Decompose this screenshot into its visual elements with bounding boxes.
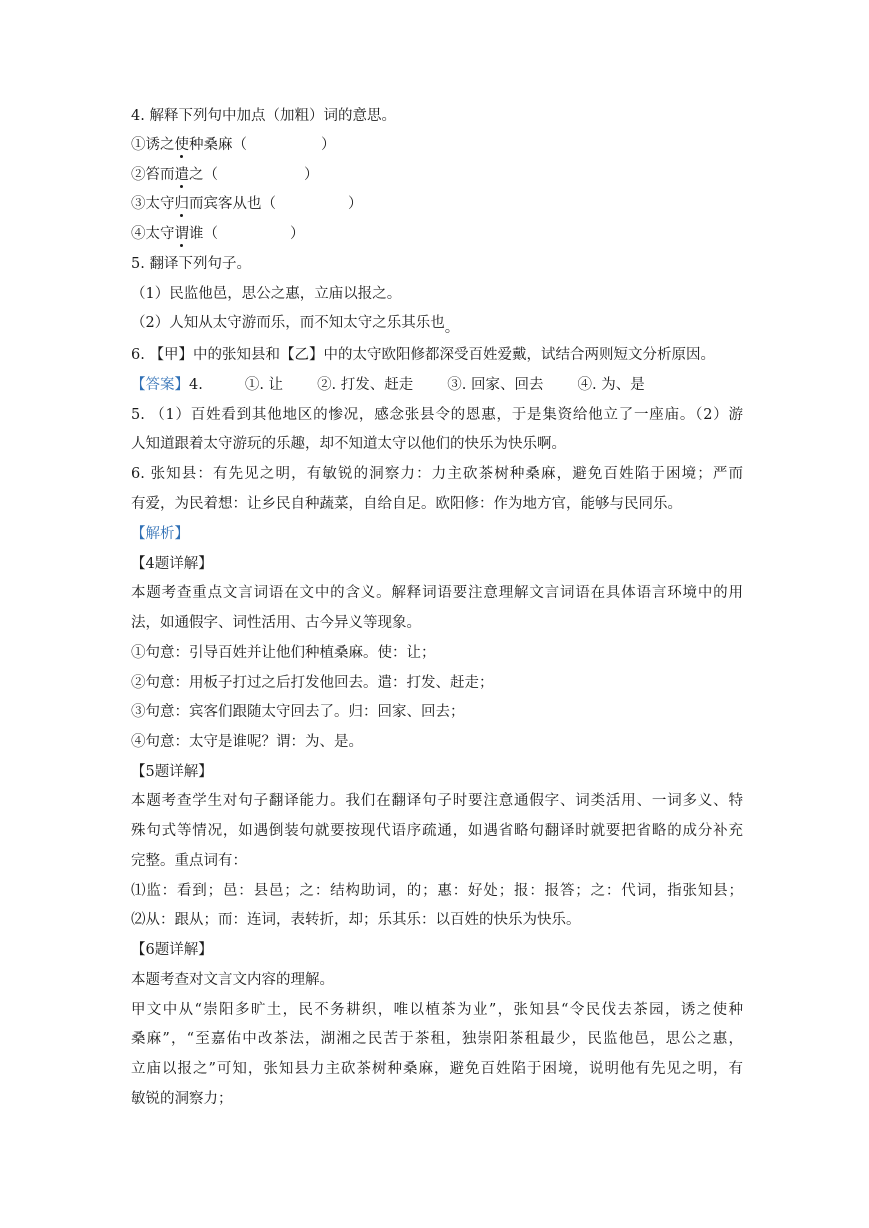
analysis-4-para-line-2: 法，如通假字、词性活用、古今异义等现象。 (131, 615, 421, 631)
dotted-word: 使 (174, 137, 189, 153)
analysis-5-para-line-3: 完整。重点词有： (131, 853, 247, 869)
analysis-4-item-3: ③句意：宾客们跟随太守回去了。归：回家、回去； (131, 704, 465, 720)
dotted-word: 谓 (174, 226, 189, 242)
dotted-word: 遣 (174, 167, 189, 183)
answer-6-line-1: 6. 张知县：有先见之明，有敏锐的洞察力：力主砍茶树种桑麻，避免百姓陷于困境；严而 (131, 466, 743, 482)
q4-item-1: ①诱之使种桑麻（ ） (131, 137, 336, 153)
analysis-4-para-line-1: 本题考查重点文言词语在文中的含义。解释词语要注意理解文言词语在具体语言环境中的用 (131, 585, 743, 601)
analysis-heading-4: 【4题详解】 (131, 556, 213, 572)
analysis-4-item-4: ④句意：太守是谁呢？谓：为、是。 (131, 734, 363, 750)
q4-item-4: ④太守谓谁（ ） (131, 226, 305, 242)
answer-4-1: ①. 让 (244, 377, 284, 393)
answer-tag: 【答案】 (131, 377, 189, 393)
answer-5-line-1: 5. （1）百姓看到其他地区的惨况，感念张县令的恩惠，于是集资给他立了一座庙。（2）游 (131, 407, 743, 423)
analysis-5-para-line-2: 殊句式等情况，如遇倒装句就要按现代语序疏通，如遇省略句翻译时就要把省略的成分补充 (131, 823, 743, 839)
answer-5-line-2: 人知道跟着太守游玩的乐趣，却不知道太守以他们的快乐为快乐啊。 (131, 436, 566, 452)
analysis-5-key-2: ⑵从：跟从；而：连词，表转折，却；乐其乐：以百姓的快乐为快乐。 (131, 912, 581, 928)
q6-stem: 6. 【甲】中的张知县和【乙】中的太守欧阳修都深受百姓爱戴，试结合两则短文分析原因。 (131, 347, 715, 363)
analysis-6-para-line-1: 本题考查对文言文内容的理解。 (131, 972, 334, 988)
answer-line: 【答案】4. ①. 让 ②. 打发、赶走 ③. 回家、回去 ④. 为、是 (131, 377, 645, 393)
q5-sentence-2: （2）人知从太守游而乐，而不知太守之乐其乐也。 (131, 315, 460, 336)
analysis-tag: 【解析】 (131, 526, 189, 542)
q4-item-3: ③太守归而宾客从也（ ） (131, 196, 363, 212)
dotted-word: 归 (174, 196, 189, 212)
q4-item-2: ②笞而遣之（ ） (131, 167, 319, 183)
answer-6-line-2: 有爱，为民着想：让乡民自种蔬菜，自给自足。欧阳修：作为地方官，能够与民同乐。 (131, 496, 682, 512)
q5-sentence-1: （1）民监他邑，思公之惠，立庙以报之。 (131, 286, 402, 302)
analysis-4-item-1: ①句意：引导百姓并让他们种植桑麻。使：让； (131, 645, 436, 661)
answer-4-3: ③. 回家、回去 (447, 377, 544, 393)
q5-stem: 5. 翻译下列句子。 (131, 256, 251, 272)
analysis-5-para-line-1: 本题考查学生对句子翻译能力。我们在翻译句子时要注意通假字、词类活用、一词多义、特 (131, 793, 743, 809)
analysis-heading-5: 【5题详解】 (131, 764, 213, 780)
answer-4-2: ②. 打发、赶走 (317, 377, 414, 393)
q4-stem: 4. 解释下列句中加点（加粗）词的意思。 (131, 108, 396, 124)
analysis-6-para-line-5: 敏锐的洞察力； (131, 1091, 233, 1107)
answer-4-4: ④. 为、是 (577, 377, 645, 393)
analysis-4-item-2: ②句意：用板子打过之后打发他回去。遣：打发、赶走； (131, 675, 494, 691)
analysis-6-para-line-2: 甲文中从“崇阳多旷土，民不务耕织，唯以植茶为业”，张知县“令民伐去茶园，诱之使种 (131, 1002, 743, 1018)
analysis-5-key-1: ⑴监：看到；邑：县邑；之：结构助词，的；惠：好处；报：报答；之：代词，指张知县； (131, 883, 743, 899)
analysis-6-para-line-4: 立庙以报之”可知，张知县力主砍茶树种桑麻，避免百姓陷于困境，说明他有先见之明，有 (131, 1061, 743, 1077)
analysis-6-para-line-3: 桑麻”，“至嘉佑中改茶法，湖湘之民苦于茶租，独崇阳茶租最少，民监他邑，思公之惠， (131, 1031, 743, 1047)
analysis-heading-6: 【6题详解】 (131, 942, 213, 958)
